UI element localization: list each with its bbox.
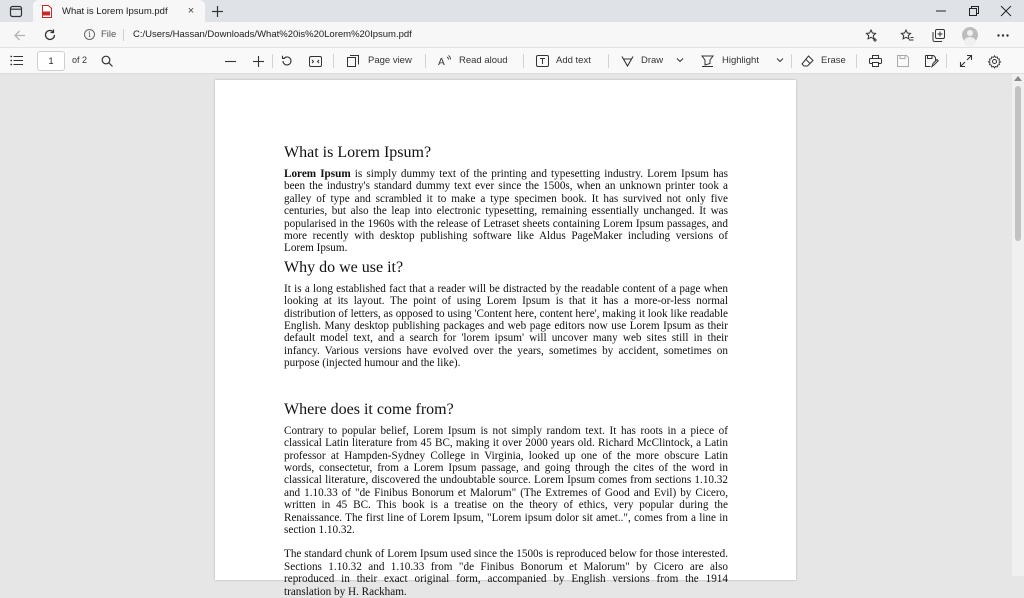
- paragraph-why-use: It is a long established fact that a reader will be distracted by the readable content of a page when looking at its layout. The point of using Lorem Ipsum is that it has a more-or-less normal distribution of letters, as opposed to using 'Content here, content here', making it look like readable English. Many desktop publishing packages and web page editors now use Lorem Ipsum as their default model text, and a search for 'lorem ipsum' will uncover many web sites still in their infancy. Various versions have evolved over the years, sometimes by accident, sometimes on purpose (injected humour and the like).: [284, 282, 728, 370]
- profile-avatar[interactable]: [962, 27, 978, 43]
- save-icon[interactable]: [894, 52, 912, 70]
- favorites-icon[interactable]: [898, 26, 916, 44]
- print-icon[interactable]: [866, 52, 884, 70]
- toolbar-divider: [608, 54, 609, 68]
- erase-button[interactable]: Erase: [821, 55, 846, 66]
- toolbar-divider: [272, 54, 273, 68]
- file-scheme-label: File: [101, 29, 117, 40]
- tab-title: What is Lorem Ipsum.pdf: [62, 5, 168, 17]
- eraser-icon[interactable]: [798, 52, 816, 70]
- scroll-up-arrow-icon[interactable]: [1014, 76, 1022, 81]
- read-aloud-icon[interactable]: [435, 52, 453, 70]
- read-aloud-button[interactable]: Read aloud: [459, 55, 508, 66]
- toolbar-divider: [946, 54, 947, 68]
- add-favorite-icon[interactable]: [862, 26, 880, 44]
- zoom-out-icon[interactable]: [221, 52, 239, 70]
- draw-button[interactable]: Draw: [641, 55, 664, 66]
- toolbar-divider: [425, 54, 426, 68]
- save-as-icon[interactable]: [922, 52, 940, 70]
- pdf-file-icon: [41, 5, 53, 18]
- highlight-icon[interactable]: [698, 52, 716, 70]
- highlight-chevron-down-icon[interactable]: [776, 56, 784, 64]
- page-view-button[interactable]: Page view: [368, 55, 412, 66]
- search-icon[interactable]: [98, 52, 116, 70]
- paragraph-what-is-lorem: [284, 168, 728, 255]
- settings-more-icon[interactable]: [994, 26, 1012, 44]
- toolbar-divider: [333, 54, 334, 68]
- fullscreen-icon[interactable]: [957, 52, 975, 70]
- scrollbar-thumb[interactable]: [1015, 86, 1021, 241]
- bold-lead: Lorem Ipsum: [284, 168, 351, 180]
- heading-where-from: Where does it come from?: [284, 400, 454, 418]
- draw-icon[interactable]: [618, 52, 636, 70]
- table-of-contents-icon[interactable]: [10, 55, 23, 66]
- zoom-in-icon[interactable]: [249, 52, 267, 70]
- window-close-icon[interactable]: [997, 2, 1015, 20]
- minimize-icon[interactable]: [932, 2, 950, 20]
- tab-active[interactable]: [33, 0, 205, 22]
- toolbar-divider: [856, 54, 857, 68]
- back-button[interactable]: [11, 26, 29, 44]
- paragraph-text: is simply dummy text of the printing and typesetting industry. Lorem Ipsum has been the industry's standard dummy text ever since the 1500s, when an unknown printer took a galley of type and scrambled it to make a type specimen book. It has survived not only five centuries, but also the leap into electronic typesetting, remaining essentially unchanged. It was popularised in the 1960s with the release of Letraset sheets containing Lorem Ipsum passages, and more recently with desktop publishing software like Aldus PageMaker including versions of Lorem Ipsum.: [284, 168, 729, 255]
- heading-what-is-lorem: What is Lorem Ipsum?: [284, 144, 432, 161]
- refresh-button[interactable]: [41, 26, 59, 44]
- gear-icon[interactable]: [985, 52, 1003, 70]
- paragraph-where-from: Contrary to popular belief, Lorem Ipsum is not simply random text. It has roots in a piece of classical Latin literature from 45 BC, making it over 2000 years old. Richard McClintock, a Latin professor at Hampden-Sydney College in Virginia, looked up one of the more obscure Latin words, consectetur, from a Lorem Ipsum passage, and going through the cites of the word in classical literature, discovered the undoubtable source. Lorem Ipsum comes from sections 1.10.32 and 1.10.33 of "de Finibus Bonorum et Malorum" (The Extremes of Good and Evil) by Cicero, written in 45 BC. This book is a treatise on the theory of ethics, very popular during the Renaissance. The first line of Lorem Ipsum, "Lorem ipsum dolor sit amet..", comes from a line in section 1.10.32.: [284, 424, 728, 536]
- add-text-icon[interactable]: [533, 52, 551, 70]
- svg-text:A: A: [437, 57, 445, 68]
- tab-strip: [0, 0, 1024, 22]
- page-number-input[interactable]: 1: [37, 51, 65, 71]
- site-info-icon[interactable]: i: [84, 29, 95, 40]
- page-view-icon[interactable]: [344, 52, 362, 70]
- rotate-icon[interactable]: [278, 52, 296, 70]
- tab-close-icon[interactable]: ×: [187, 5, 195, 17]
- address-separator: [123, 29, 124, 41]
- paragraph-standard-chunk: The standard chunk of Lorem Ipsum used since the 1500s is reproduced below for those interested. Sections 1.10.32 and 1.10.33 from "de Finibus Bonorum et Malorum" by Cicero are also reproduced in their exact original form, accompanied by English versions from the 1914 translation by H. Rackham.: [284, 548, 728, 598]
- page-content: [284, 143, 728, 598]
- toolbar-divider: [523, 54, 524, 68]
- draw-chevron-down-icon[interactable]: [676, 56, 684, 64]
- add-text-button[interactable]: Add text: [556, 55, 591, 66]
- restore-icon[interactable]: [965, 2, 983, 20]
- highlight-button[interactable]: Highlight: [722, 55, 759, 66]
- toolbar-divider: [791, 54, 792, 68]
- heading-why-use: Why do we use it?: [284, 258, 404, 276]
- page-count-label: of 2: [72, 55, 88, 65]
- pdf-page: [215, 80, 796, 598]
- tab-actions-icon[interactable]: [8, 3, 24, 19]
- fit-page-icon[interactable]: [306, 52, 324, 70]
- pdf-toolbar: [0, 48, 1024, 74]
- collections-icon[interactable]: [929, 26, 947, 44]
- new-tab-button[interactable]: [208, 2, 226, 20]
- address-bar-row: [0, 22, 1024, 48]
- url-field[interactable]: C:/Users/Hassan/Downloads/What%20is%20Lorem%20Ipsum.pdf: [133, 29, 412, 40]
